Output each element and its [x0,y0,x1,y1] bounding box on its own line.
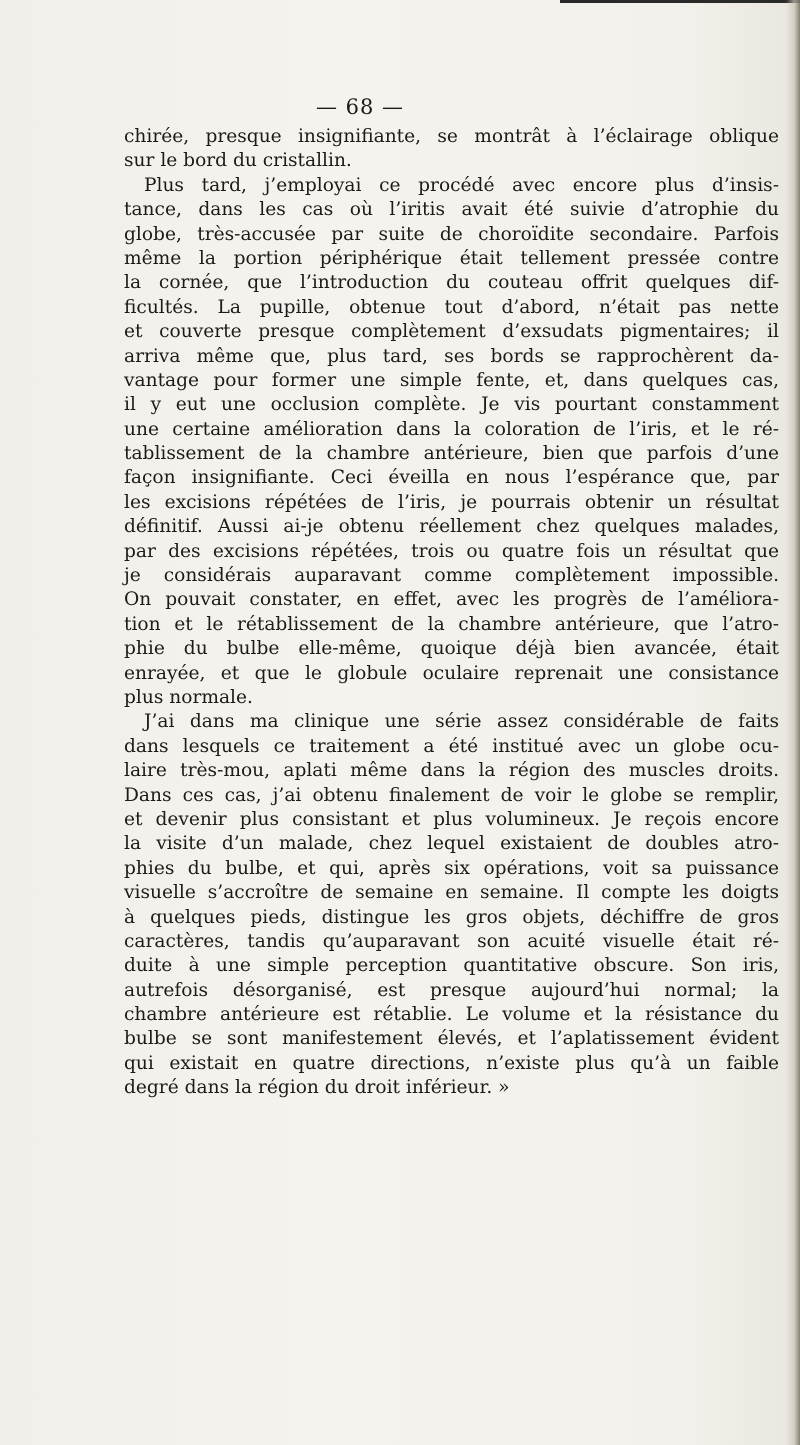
text-line: sur le bord du cristallin. [124,150,352,172]
text-line: vantage pour former une simple fente, et, dans quelques cas, [124,369,779,391]
text-line: à quelques pieds, distingue les gros objets, déchiffre de gros [124,906,779,928]
text-line: plus normale. [124,686,253,708]
text-line: par des excisions répétées, trois ou quatre fois un résultat que [124,540,779,562]
text-line: degré dans la région du droit inférieur. » [124,1077,510,1099]
text-line: tablissement de la chambre antérieure, bien que parfois d’une [124,443,779,465]
text-line: globe, très-accusée par suite de choroïdite secondaire. Parfois [124,223,779,245]
text-line: ficultés. La pupille, obtenue tout d’abord, n’était pas nette [124,296,779,318]
text-line: Plus tard, j’employai ce procédé avec encore plus d’insis- [144,174,779,196]
text-line: phie du bulbe elle-même, quoique déjà bien avancée, était [124,638,779,660]
text-line: chirée, presque insignifiante, se montrât à l’éclairage oblique [124,126,779,147]
page-number: — 68 — [315,95,405,119]
text-line: caractères, tandis qu’auparavant son acuité visuelle était ré- [124,930,779,952]
text-line: et couverte presque complètement d’exsudats pigmentaires; il [124,321,779,343]
text-line: la cornée, que l’introduction du couteau offrit quelques dif- [124,272,779,294]
text-line: On pouvait constater, en effet, avec les progrès de l’améliora- [124,589,779,611]
text-line: phies du bulbe, et qui, après six opérations, voit sa puissance [124,857,779,879]
text-line: je considérais auparavant comme complètement impossible. [124,565,779,587]
text-line: tion et le rétablissement de la chambre antérieure, que l’atro- [124,613,779,635]
text-line: tance, dans les cas où l’iritis avait été suivie d’atrophie du [124,199,779,221]
text-line: duite à une simple perception quantitative obscure. Son iris, [124,955,779,977]
text-line: la visite d’un malade, chez lequel existaient de doubles atro- [124,833,779,855]
text-line: même la portion périphérique était tellement pressée contre [124,247,779,269]
text-line: J’ai dans ma clinique une série assez considérable de faits [144,711,779,733]
text-line: chambre antérieure est rétablie. Le volume et la résistance du [124,1004,779,1026]
text-line: définitif. Aussi ai-je obtenu réellement chez quelques malades, [124,516,779,538]
text-line: autrefois désorganisé, est presque aujourd’hui normal; la [124,979,779,1001]
text-line: façon insignifiante. Ceci éveilla en nous l’espérance que, par [124,467,779,489]
text-line: une certaine amélioration dans la coloration de l’iris, et le ré- [124,418,779,440]
text-line: arriva même que, plus tard, ses bords se rapprochèrent da- [124,345,779,367]
text-line: dans lesquels ce traitement a été institué avec un globe ocu- [124,735,779,757]
text-line: et devenir plus consistant et plus volumineux. Je reçois encore [124,808,779,830]
text-line: enrayée, et que le globule oculaire reprenait une consistance [124,662,779,684]
text-line: qui existait en quatre directions, n’existe plus qu’à un faible [124,1052,779,1074]
page-edge-shadow [786,0,800,1445]
text-line: les excisions répétées de l’iris, je pourrais obtenir un résultat [124,491,779,513]
text-line: Dans ces cas, j’ai obtenu finalement de voir le globe se remplir, [124,784,779,806]
text-line: bulbe se sont manifestement élevés, et l’aplatissement évident [124,1028,779,1050]
top-edge-rule [560,0,800,3]
text-line: visuelle s’accroître de semaine en semaine. Il compte les doigts [124,882,779,904]
text-line: laire très-mou, aplati même dans la région des muscles droits. [124,760,779,782]
text-line: il y eut une occlusion complète. Je vis pourtant constamment [124,394,779,416]
body-text [124,125,779,1101]
